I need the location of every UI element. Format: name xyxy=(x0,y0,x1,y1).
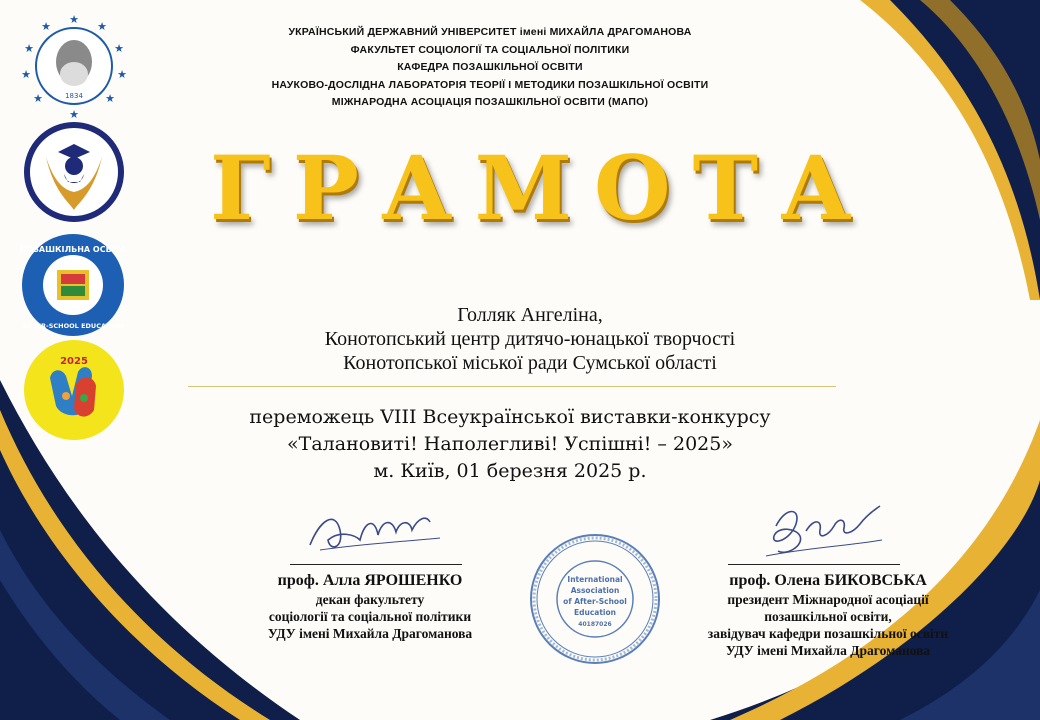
svg-text:★: ★ xyxy=(97,20,107,33)
contest-logo-year: 2025 xyxy=(60,356,88,367)
svg-text:★: ★ xyxy=(69,13,79,26)
svg-text:★: ★ xyxy=(33,92,43,105)
header-line: ФАКУЛЬТЕТ СОЦІОЛОГІЇ ТА СОЦІАЛЬНОЇ ПОЛІТИКИ xyxy=(350,43,630,56)
left-handwritten-signature xyxy=(300,500,450,560)
svg-text:★: ★ xyxy=(114,42,124,55)
left-signatory-role: соціології та соціальної політики xyxy=(268,609,472,624)
left-signature-line xyxy=(290,564,462,565)
award-place-date: м. Київ, 01 березня 2025 р. xyxy=(373,460,647,482)
svg-text:★: ★ xyxy=(24,42,34,55)
right-signatory-role: позашкільної освіти, xyxy=(764,609,892,624)
recipient-name: Голляк Ангеліна, xyxy=(457,304,603,326)
svg-text:★: ★ xyxy=(117,68,127,81)
institution-header xyxy=(180,24,800,112)
right-signatory-role: президент Міжнародної асоціації xyxy=(727,592,929,607)
award-block xyxy=(160,404,860,485)
recipient-organization-line: Конотопський центр дитячо-юнацької творчості xyxy=(324,328,736,350)
right-signatory-role: УДУ імені Михайла Драгоманова xyxy=(725,643,931,658)
stamp-text: International xyxy=(567,575,623,584)
left-signatory-role: декан факультету xyxy=(315,592,425,607)
header-line: НАУКОВО-ДОСЛІДНА ЛАБОРАТОРІЯ ТЕОРІЇ І МЕТОДИКИ ПОЗАШКІЛЬНОЇ ОСВІТИ xyxy=(271,78,709,91)
graduate-logo xyxy=(24,122,124,222)
right-handwritten-signature xyxy=(756,496,886,566)
stamp-text: Association xyxy=(570,586,620,595)
svg-text:★: ★ xyxy=(69,108,79,120)
university-logo-year: 1834 xyxy=(65,92,83,100)
header-line: УКРАЇНСЬКИЙ ДЕРЖАВНИЙ УНІВЕРСИТЕТ імені МИХАЙЛА ДРАГОМАНОВА xyxy=(288,26,692,38)
left-signatory-role: УДУ імені Михайла Драгоманова xyxy=(267,626,473,641)
svg-text:★: ★ xyxy=(21,68,31,81)
svg-text:★: ★ xyxy=(105,92,115,105)
divider-line xyxy=(188,386,836,387)
svg-text:★: ★ xyxy=(41,20,51,33)
header-line: МІЖНАРОДНА АСОЦІАЦІЯ ПОЗАШКІЛЬНОЇ ОСВІТИ (МАПО) xyxy=(331,96,649,108)
after-school-education-logo xyxy=(20,232,126,338)
recipient-organization-line: Конотопської міської ради Сумської області xyxy=(343,352,717,374)
recipient-block xyxy=(230,303,830,375)
award-text: переможець VIII Всеукраїнської виставки-конкурсу xyxy=(249,406,771,428)
left-signatory-name: проф. Алла ЯРОШЕНКО xyxy=(277,572,463,589)
right-signatory-name: проф. Олена БИКОВСЬКА xyxy=(729,572,927,589)
certificate-title: ГРАМОТА xyxy=(210,136,874,240)
stamp-text: Education xyxy=(574,608,616,617)
stamp-code: 40187026 xyxy=(578,621,612,628)
right-signatory xyxy=(648,571,1008,659)
right-signatory-role: завідувач кафедри позашкільної освіти xyxy=(707,626,949,641)
after-school-logo-text-en: AFTER-SCHOOL EDUCATION xyxy=(22,322,124,330)
left-signatory xyxy=(220,571,520,642)
university-logo xyxy=(20,12,128,120)
right-signature-line xyxy=(728,564,900,565)
stamp-text: of After-School xyxy=(563,597,627,606)
after-school-logo-text-ua: ПОЗАШКІЛЬНА ОСВІТА xyxy=(20,245,126,254)
contest-2025-logo xyxy=(22,338,126,442)
contest-name: «Талановиті! Наполегливі! Успішні! – 2025» xyxy=(287,433,733,455)
header-line: КАФЕДРА ПОЗАШКІЛЬНОЇ ОСВІТИ xyxy=(397,61,583,73)
official-stamp xyxy=(528,532,662,666)
